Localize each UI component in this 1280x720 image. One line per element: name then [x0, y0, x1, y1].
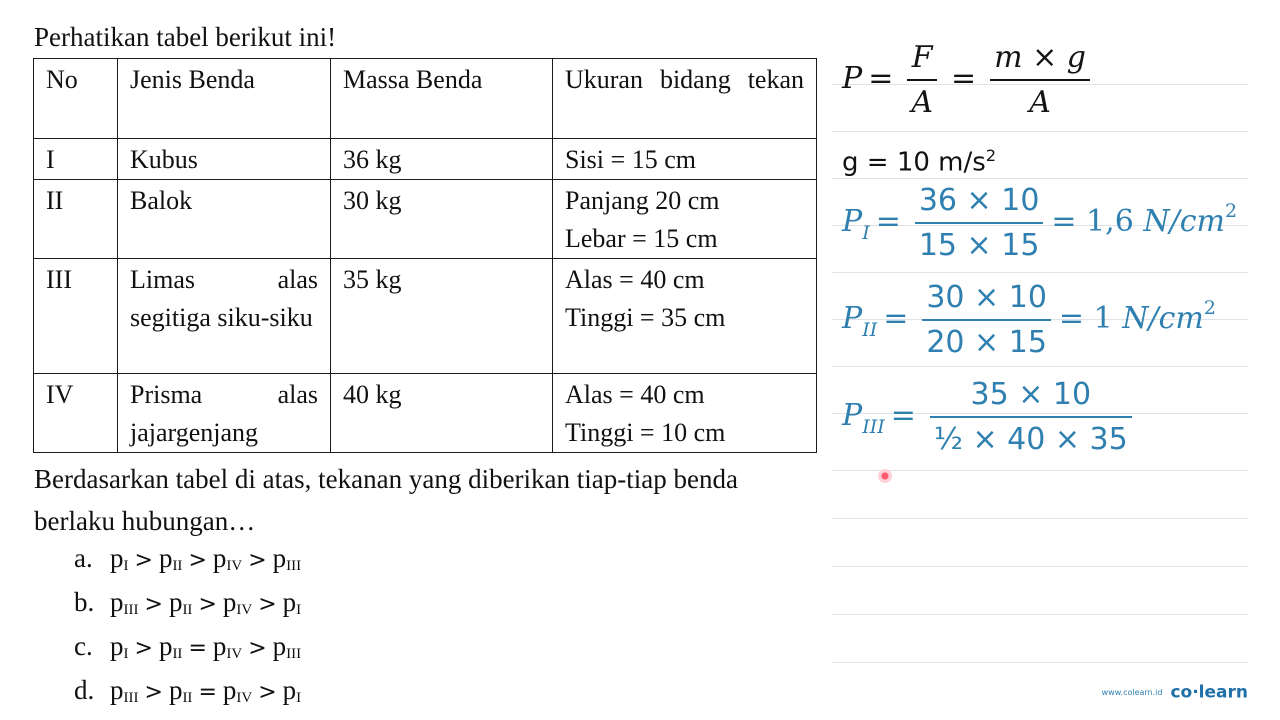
relation-sign: = [198, 680, 217, 705]
header-massa-benda: Massa Benda [331, 59, 553, 139]
step-fraction: $\frac{30 \times 10}{20 \times 15}$ [922, 280, 1051, 360]
option-4[interactable] [74, 668, 301, 712]
relation-sign: > [134, 548, 153, 573]
pressure-term: $p_I$ [110, 631, 129, 662]
cell-ukuran [553, 374, 817, 453]
relation-sign: > [198, 592, 217, 617]
formula-fraction: $\frac{m \times g}{A}$ [990, 40, 1090, 120]
option-letter: c. [74, 631, 93, 661]
cell-ukuran-line: Tinggi = 10 cm [565, 418, 726, 447]
ruled-line [832, 662, 1248, 663]
pressure-term: $p_{IV}$ [212, 543, 243, 574]
table-row [34, 180, 817, 259]
header-no: No [34, 59, 118, 139]
ruled-line [832, 366, 1248, 367]
cell-jenis: Balok [118, 180, 331, 259]
relation-sign: > [258, 680, 277, 705]
ruled-line [832, 178, 1248, 179]
pressure-term: $p_{II}$ [168, 675, 193, 706]
cell-ukuran-line: Alas = 40 cm [565, 380, 705, 409]
cell-jenis: Limas alas segitiga siku-siku [118, 259, 331, 374]
cell-jenis: Kubus [118, 139, 331, 180]
relation-sign: > [248, 548, 267, 573]
table-header-row [34, 59, 817, 139]
brand-footer [1102, 682, 1248, 703]
pressure-term: $p_I$ [282, 587, 302, 618]
pressure-formula: P = $\frac{F}{A}$ = $\frac{m \times g}{A}$ [842, 40, 1098, 120]
data-table [33, 58, 817, 453]
table-row [34, 374, 817, 453]
cell-massa: 40 kg [331, 374, 553, 453]
relation-sign: > [248, 636, 267, 661]
pressure-step-iii: $P_{III}$ = $\frac{35 \times 10}{\text{½ × 40 × 35}}$ [842, 377, 1140, 457]
pressure-term: $p_I$ [282, 675, 302, 706]
question-title: Perhatikan tabel berikut ini! [34, 22, 337, 52]
header-ukuran-bidang-tekan: Ukuran bidang tekan [553, 59, 817, 139]
cell-ukuran [553, 180, 817, 259]
header-jenis-benda: Jenis Benda [118, 59, 331, 139]
formula-fraction: $\frac{F}{A}$ [907, 40, 937, 120]
question-prompt: Berdasarkan tabel di atas, tekanan yang diberikan tiap-tiap benda berlaku hubungan… [34, 464, 738, 536]
cell-jenis: Prisma alas jajargenjang [118, 374, 331, 453]
cell-ukuran-line: Tinggi = 35 cm [565, 303, 726, 332]
option-3[interactable] [74, 624, 301, 668]
ruled-line [832, 272, 1248, 273]
answer-options [74, 536, 301, 712]
ruled-line [832, 614, 1248, 615]
cell-massa: 30 kg [331, 180, 553, 259]
cell-ukuran [553, 139, 817, 180]
option-letter: d. [74, 675, 95, 705]
relation-sign: > [188, 548, 207, 573]
cell-ukuran [553, 259, 817, 374]
gravity-value: g = 10 $m/s^2$ [842, 146, 996, 178]
cell-ukuran-line: Sisi = 15 cm [565, 145, 696, 174]
relation-sign: > [144, 680, 163, 705]
relation-sign: > [134, 636, 153, 661]
table-row [34, 259, 817, 374]
cell-ukuran-line: Lebar = 15 cm [565, 224, 718, 253]
cell-massa: 36 kg [331, 139, 553, 180]
colearn-logo: co·learn [1170, 682, 1248, 703]
pressure-term: $p_{III}$ [110, 587, 139, 618]
step-fraction: $\frac{35 \times 10}{\text{½ × 40 × 35}}$ [930, 377, 1132, 457]
pointer-cursor-icon [878, 469, 892, 483]
brand-url: www.colearn.id [1101, 688, 1163, 697]
option-2[interactable] [74, 580, 301, 624]
pressure-term: $p_{II}$ [158, 543, 183, 574]
ruled-line [832, 131, 1248, 132]
option-1[interactable] [74, 536, 301, 580]
pressure-term: $p_{IV}$ [212, 631, 243, 662]
pressure-term: $p_{III}$ [272, 631, 302, 662]
pressure-step-i: $P_I$ = $\frac{36 \times 10}{15 \times 15}$ = 1,6 $N/cm^2$ [842, 183, 1238, 263]
step-fraction: $\frac{36 \times 10}{15 \times 15}$ [915, 183, 1044, 263]
pressure-term: $p_{III}$ [110, 675, 139, 706]
relation-sign: = [188, 636, 207, 661]
cell-no: I [34, 139, 118, 180]
pressure-term: $p_{IV}$ [222, 587, 253, 618]
pressure-term: $p_{II}$ [168, 587, 193, 618]
cell-massa: 35 kg [331, 259, 553, 374]
ruled-line [832, 518, 1248, 519]
relation-sign: > [144, 592, 163, 617]
pressure-term: $p_{IV}$ [222, 675, 253, 706]
pressure-term: $p_{III}$ [272, 543, 302, 574]
ruled-line [832, 470, 1248, 471]
formula-lhs: P [842, 61, 863, 96]
pressure-term: $p_{II}$ [158, 631, 183, 662]
table-row [34, 139, 817, 180]
option-letter: b. [74, 587, 95, 617]
option-letter: a. [74, 543, 93, 573]
cell-no: II [34, 180, 118, 259]
relation-sign: > [258, 592, 277, 617]
cell-no: III [34, 259, 118, 374]
cell-ukuran-line: Panjang 20 cm [565, 186, 720, 215]
pressure-term: $p_I$ [110, 543, 129, 574]
pressure-step-ii: $P_{II}$ = $\frac{30 \times 10}{20 \times 15}$ = 1 $N/cm^2$ [842, 280, 1216, 360]
cell-ukuran-line: Alas = 40 cm [565, 265, 705, 294]
cell-no: IV [34, 374, 118, 453]
ruled-line [832, 566, 1248, 567]
